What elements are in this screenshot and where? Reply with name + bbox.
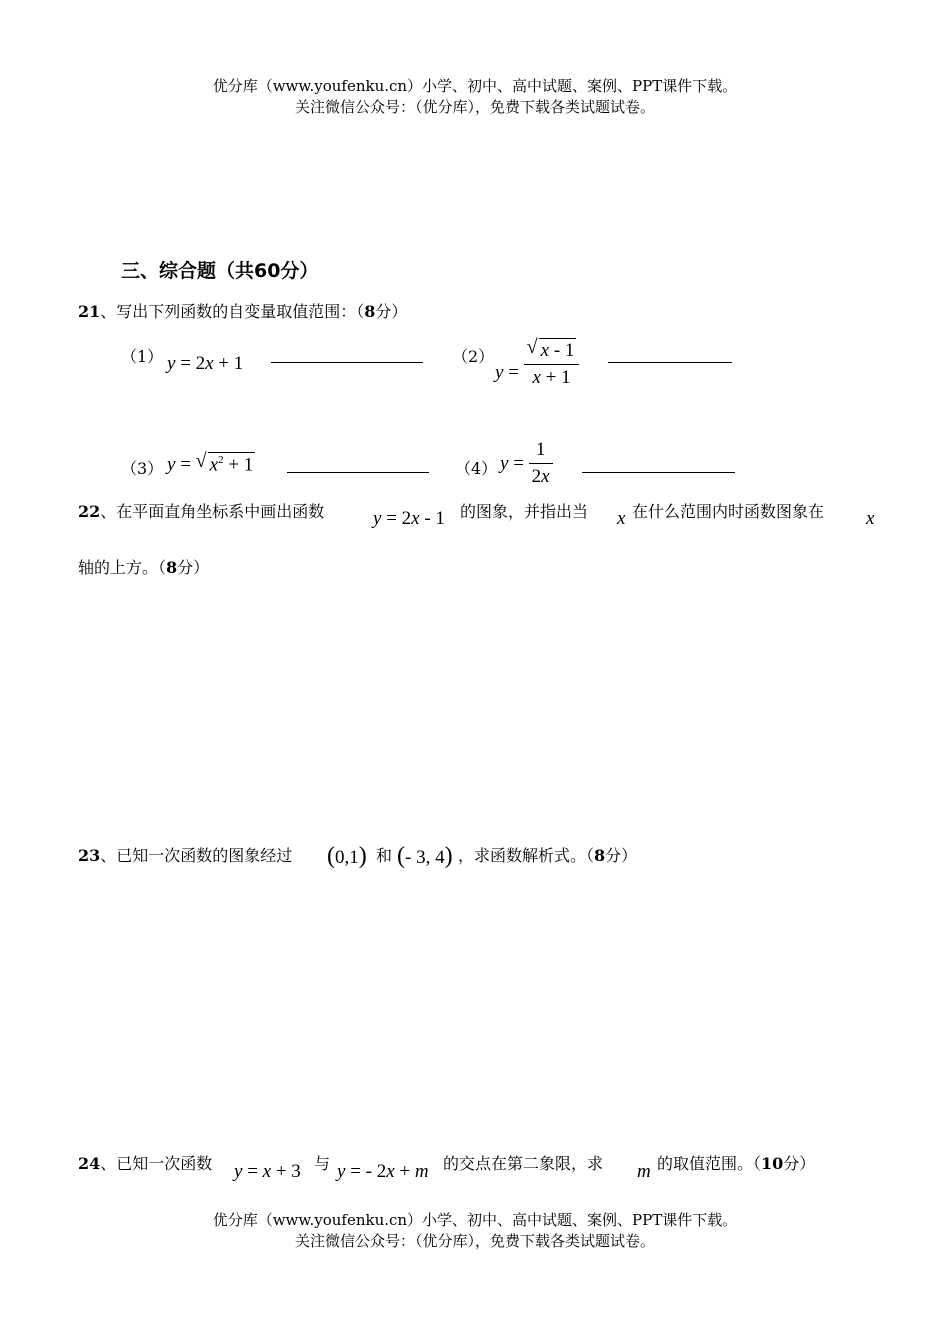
item-label: （1）: [121, 347, 164, 366]
formula: [495, 338, 579, 389]
question-22-line-2: [78, 555, 209, 578]
question-text: 的取值范围。（: [657, 1154, 762, 1173]
formula: [500, 439, 553, 488]
point-2: [397, 843, 453, 870]
question-number: 22: [78, 502, 101, 521]
formula-text: y = x + 3: [234, 1161, 301, 1182]
formula-text: y = 2x - 1: [373, 508, 445, 529]
point-text: (0,1): [327, 843, 367, 869]
question-23-tail: [458, 843, 637, 866]
answer-blank[interactable]: [287, 472, 429, 473]
point-1: [327, 843, 367, 870]
formula-text: y = $\frac{1}{2x}$: [500, 452, 553, 473]
item-label: （3）: [121, 459, 164, 478]
item-label: （4）: [455, 459, 498, 478]
formula-text: y = - 2x + m: [337, 1161, 429, 1182]
question-text: 、写出下列函数的自变量取值范围：（: [100, 302, 365, 321]
variable-x: x: [866, 508, 875, 529]
item-label: （2）: [452, 347, 495, 366]
question-text: 的图象，并指出当: [460, 502, 589, 521]
answer-blank[interactable]: [271, 362, 423, 363]
question-number: 24: [78, 1154, 101, 1173]
formula: [167, 452, 255, 476]
question-number: 21: [78, 302, 101, 321]
question-21: [78, 299, 407, 322]
point-text: (- 3, 4): [397, 843, 453, 869]
header-line-1: 优分库（www.youfenku.cn）小学、初中、高中试题、案例、PPT课件下载。: [212, 77, 738, 95]
question-text: 在什么范围内时函数图象在: [632, 502, 825, 521]
question-text: 轴的上方。（: [78, 558, 167, 577]
variable-x: x: [617, 508, 626, 529]
answer-blank[interactable]: [608, 362, 732, 363]
points-suffix: 分）: [605, 846, 638, 865]
question-points: 10: [761, 1154, 784, 1173]
header-line-2: 关注微信公众号：（优分库），免费下载各类试题试卷。: [294, 98, 655, 116]
formula-text: y = √ x - 1 x + 1: [495, 352, 579, 373]
answer-blank[interactable]: [582, 472, 735, 473]
question-24: [78, 1151, 212, 1174]
question-24-tail: [657, 1151, 815, 1174]
footer-line-2: 关注微信公众号：（优分库），免费下载各类试题试卷。: [294, 1232, 655, 1250]
question-points: 8: [594, 846, 606, 865]
question-text: 、在平面直角坐标系中画出函数: [100, 502, 325, 521]
formula: [373, 508, 445, 530]
footer-line-1: 优分库（www.youfenku.cn）小学、初中、高中试题、案例、PPT课件下载。: [212, 1211, 738, 1229]
question-points: 8: [166, 558, 178, 577]
formula: [337, 1161, 429, 1183]
question-text: 和: [376, 846, 393, 865]
question-text: ，求函数解析式。（: [458, 846, 595, 865]
question-22: [78, 499, 324, 522]
question-text: 与: [314, 1154, 331, 1173]
question-number: 23: [78, 846, 101, 865]
question-points: 8: [364, 302, 376, 321]
section-title: 三、综合题（共60分）: [121, 260, 319, 282]
variable-m: m: [637, 1161, 651, 1182]
question-text: 、已知一次函数: [100, 1154, 213, 1173]
question-text: 的交点在第二象限，求: [443, 1154, 604, 1173]
formula: [167, 353, 243, 375]
formula-text: y = 2x + 1: [167, 353, 244, 374]
formula: [234, 1161, 301, 1183]
points-suffix: 分）: [375, 302, 408, 321]
question-text: 、已知一次函数的图象经过: [100, 846, 293, 865]
points-suffix: 分）: [177, 558, 210, 577]
points-suffix: 分）: [783, 1154, 816, 1173]
formula-text: y = √ $x^2 + 1$: [167, 450, 254, 476]
question-23: [78, 843, 292, 866]
